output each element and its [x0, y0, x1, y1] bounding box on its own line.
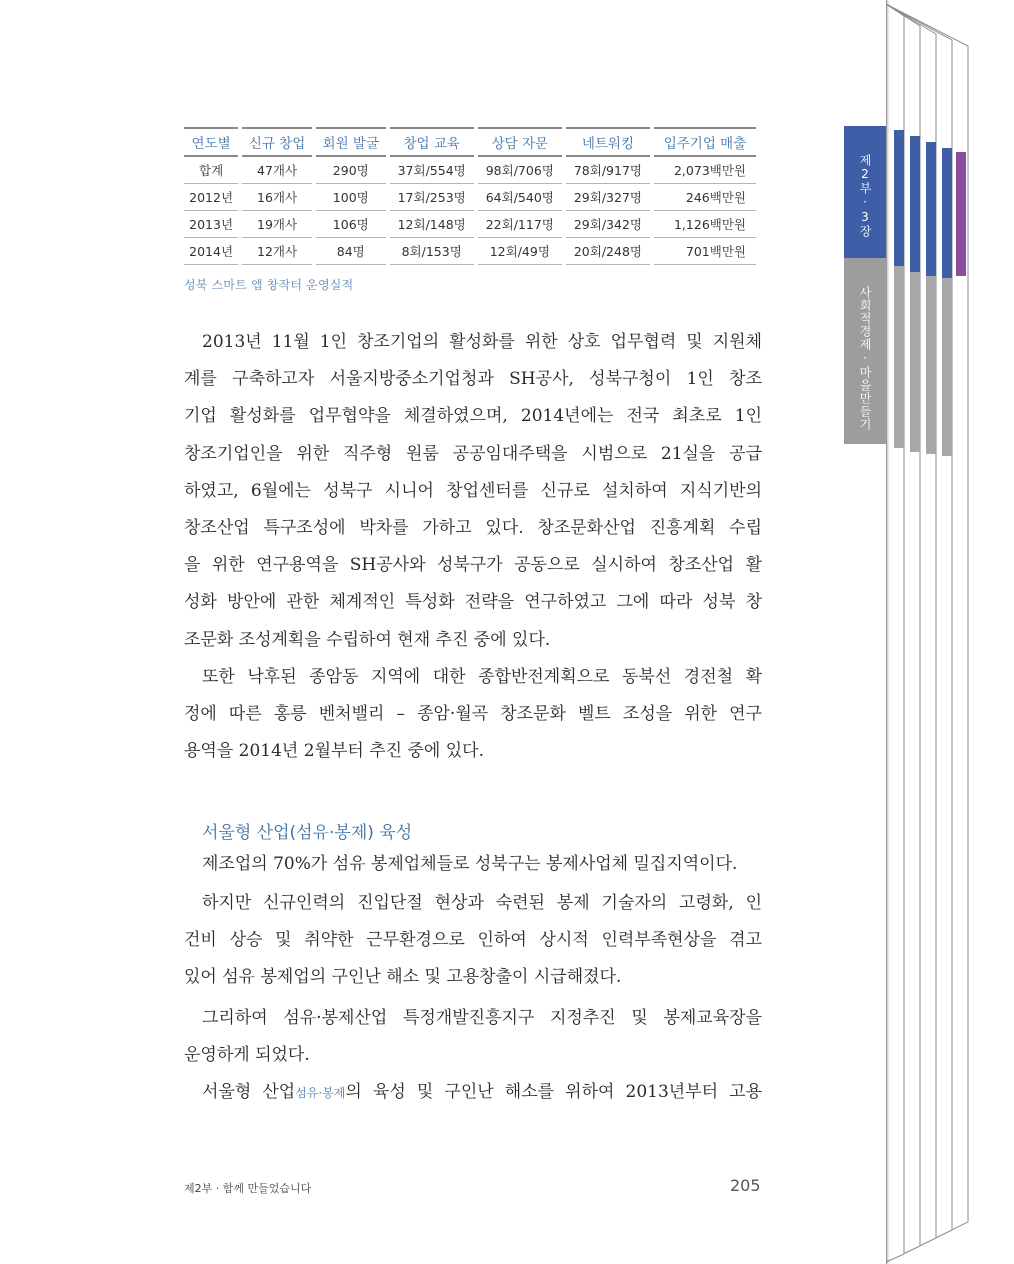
text-line: 조문화 조성계획을 수립하여 현재 추진 중에 있다.	[184, 629, 551, 650]
inline-note: 섬유·봉제	[295, 1086, 346, 1100]
text-line: 하지만 신규인력의 진입단절 현상과 숙련된 봉제 기술자의 고령화, 인	[202, 893, 762, 913]
table-cell: 98회/706명	[478, 157, 562, 184]
table-row	[184, 157, 756, 184]
column-header: 창업 교육	[390, 127, 474, 157]
table-cell: 290명	[316, 157, 386, 184]
paragraph-2	[184, 659, 762, 771]
table-cell: 16개사	[242, 184, 312, 211]
column-header: 신규 창업	[242, 127, 312, 157]
text-line: 창조기업인을 위한 직주형 원룸 공공임대주택을 시범으로 21실을 공급	[184, 443, 762, 464]
text-line	[184, 1074, 762, 1111]
text-line: 건비 상승 및 취약한 근무환경으로 인하여 상시적 인력부족현상을 겪고	[184, 930, 762, 951]
table-cell: 2012년	[184, 184, 238, 211]
paragraph-3	[184, 846, 762, 883]
table-cell: 246백만원	[654, 184, 756, 211]
section-title: 서울형 산업(섬유·봉제) 육성	[202, 823, 413, 843]
column-header: 상담 자문	[478, 127, 562, 157]
text-line: 제조업의 70%가 섬유 봉제업체들로 성북구는 봉제사업체 밀집지역이다.	[202, 854, 738, 874]
table-cell: 합계	[184, 157, 238, 184]
table-cell: 20회/248명	[566, 238, 650, 265]
text-line: 그리하여 섬유·봉제산업 특정개발진흥지구 지정추진 및 봉제교육장을	[202, 1008, 762, 1028]
text-fragment: 서울형 산업	[202, 1082, 296, 1102]
table-cell: 37회/554명	[390, 157, 474, 184]
text-line: 기업 활성화를 업무협약을 체결하였으며, 2014년에는 전국 최초로 1인	[184, 406, 762, 427]
text-line: 있어 섬유 봉제업의 구인난 해소 및 고용창출이 시급해졌다.	[184, 967, 622, 988]
table-row	[184, 211, 756, 238]
paragraph-6	[184, 1074, 762, 1111]
text-line: 하였고, 6월에는 성북구 시니어 창업센터를 신규로 설치하여 지식기반의	[184, 480, 762, 501]
column-header: 연도별	[184, 127, 238, 157]
chapter-tab-label: 제2부·3장	[858, 154, 872, 238]
performance-table	[180, 127, 760, 265]
table-cell: 22회/117명	[478, 211, 562, 238]
table-cell: 2,073백만원	[654, 157, 756, 184]
table-cell: 29회/327명	[566, 184, 650, 211]
table-cell: 12회/148명	[390, 211, 474, 238]
table-row	[184, 238, 756, 265]
text-line: 운영하게 되었다.	[184, 1045, 310, 1066]
table-cell: 106명	[316, 211, 386, 238]
table-cell: 8회/153명	[390, 238, 474, 265]
column-header: 네트워킹	[566, 127, 650, 157]
text-line: 정에 따른 홍릉 벤처밸리 – 종암·월곡 창조문화 벨트 조성을 위한 연구	[184, 704, 762, 725]
table-cell: 701백만원	[654, 238, 756, 265]
text-line: 을 위한 연구용역을 SH공사와 성북구가 공동으로 실시하여 창조산업 활	[184, 555, 762, 576]
text-line: 계를 구축하고자 서울지방중소기업청과 SH공사, 성북구청이 1인 창조	[184, 369, 762, 390]
table-row	[184, 184, 756, 211]
table-cell: 2014년	[184, 238, 238, 265]
table-cell: 47개사	[242, 157, 312, 184]
table-cell: 100명	[316, 184, 386, 211]
table-cell: 1,126백만원	[654, 211, 756, 238]
section-tab-label: 사회적경제·마을만들기	[858, 286, 872, 431]
text-line: 성화 방안에 관한 체계적인 특성화 전략을 연구하였고 그에 따라 성북 창	[184, 592, 762, 613]
table-cell: 29회/342명	[566, 211, 650, 238]
page-number: 205	[730, 1176, 761, 1195]
paragraph-1	[184, 324, 762, 659]
paragraph-4	[184, 885, 762, 997]
table-cell: 19개사	[242, 211, 312, 238]
table-cell: 12개사	[242, 238, 312, 265]
table-cell: 17회/253명	[390, 184, 474, 211]
table-caption: 성북 스마트 앱 창작터 운영실적	[184, 278, 354, 292]
text-fragment: 의 육성 및 구인난 해소를 위하여 2013년부터 고용	[345, 1082, 763, 1102]
table-cell: 64회/540명	[478, 184, 562, 211]
table-cell: 78회/917명	[566, 157, 650, 184]
section-tab	[844, 258, 886, 444]
text-line: 또한 낙후된 종암동 지역에 대한 종합반전계획으로 동북선 경전철 확	[202, 667, 762, 687]
chapter-tab	[844, 126, 886, 258]
paragraph-5	[184, 1000, 762, 1074]
table-header-row	[184, 127, 756, 157]
running-footer: 제2부 · 함께 만들었습니다	[184, 1182, 312, 1195]
column-header: 입주기업 매출	[654, 127, 756, 157]
text-line: 2013년 11월 1인 창조기업의 활성화를 위한 상호 업무협력 및 지원체	[202, 332, 762, 352]
table-cell: 84명	[316, 238, 386, 265]
text-line: 용역을 2014년 2월부터 추진 중에 있다.	[184, 741, 484, 762]
table-cell: 12회/49명	[478, 238, 562, 265]
text-line: 창조산업 특구조성에 박차를 가하고 있다. 창조문화산업 진흥계획 수립	[184, 517, 762, 538]
table-cell: 2013년	[184, 211, 238, 238]
column-header: 회원 발굴	[316, 127, 386, 157]
